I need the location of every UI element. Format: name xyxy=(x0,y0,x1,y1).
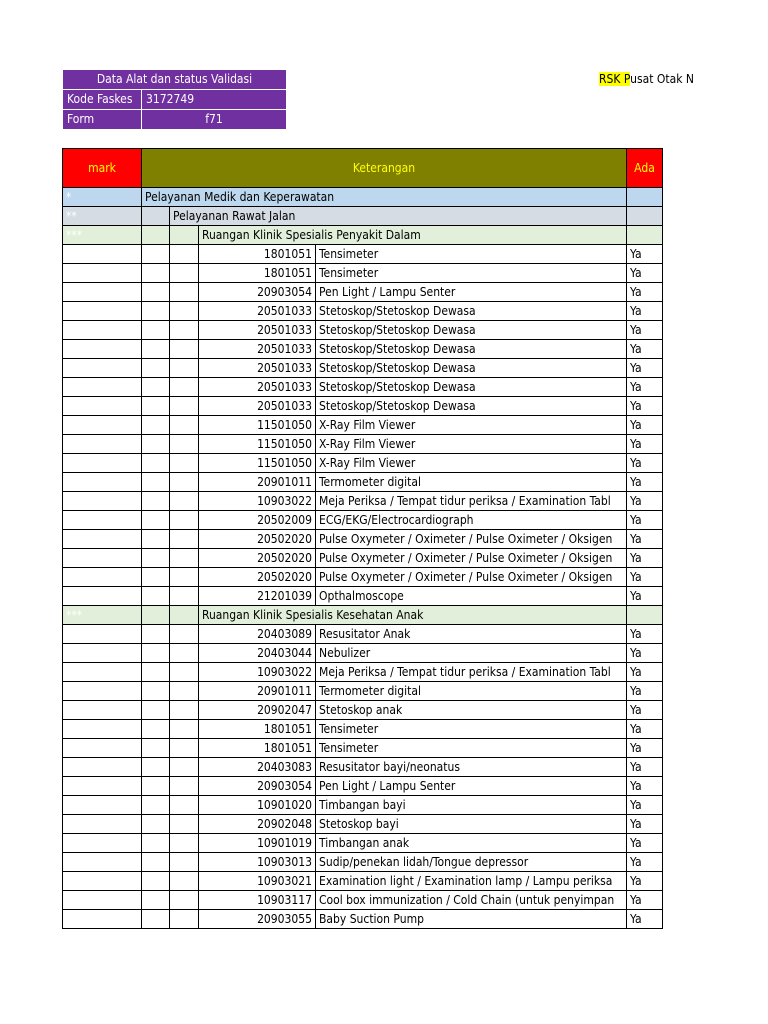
table-row xyxy=(63,359,663,378)
item-ada[interactable]: Ya xyxy=(627,625,663,644)
item-name[interactable]: Pen Light / Lampu Senter xyxy=(316,777,627,796)
section-ada[interactable] xyxy=(627,188,663,207)
table-row xyxy=(63,625,663,644)
level2-cell[interactable] xyxy=(170,302,199,321)
level1-cell[interactable] xyxy=(142,720,170,739)
table-row xyxy=(63,264,663,283)
level1-cell[interactable] xyxy=(142,701,170,720)
item-ada[interactable]: Ya xyxy=(627,701,663,720)
item-name[interactable]: Stetoskop/Stetoskop Dewasa xyxy=(316,321,627,340)
item-code[interactable]: 20501033 xyxy=(199,302,316,321)
level1-cell[interactable] xyxy=(142,378,170,397)
item-ada[interactable]: Ya xyxy=(627,492,663,511)
table-row xyxy=(63,245,663,264)
item-code[interactable]: 20901011 xyxy=(199,473,316,492)
item-code[interactable]: 10903022 xyxy=(199,663,316,682)
table-row xyxy=(63,834,663,853)
level2-cell[interactable] xyxy=(170,587,199,606)
level1-cell[interactable] xyxy=(142,834,170,853)
item-ada[interactable]: Ya xyxy=(627,853,663,872)
level1-cell[interactable] xyxy=(142,758,170,777)
item-code[interactable]: 20903054 xyxy=(199,777,316,796)
level1-cell[interactable] xyxy=(142,872,170,891)
item-code[interactable]: 10901019 xyxy=(199,834,316,853)
kode-faskes-value[interactable]: 3172749 xyxy=(142,90,287,110)
level2-cell[interactable] xyxy=(170,492,199,511)
level1-cell[interactable] xyxy=(142,777,170,796)
organization-name-highlight: RSK P xyxy=(599,72,631,86)
level2-cell[interactable] xyxy=(170,872,199,891)
item-ada[interactable]: Ya xyxy=(627,758,663,777)
level1-cell[interactable] xyxy=(142,359,170,378)
form-value[interactable]: f71 xyxy=(142,110,287,130)
item-name[interactable]: Baby Suction Pump xyxy=(316,910,627,929)
section-title[interactable]: Pelayanan Medik dan Keperawatan xyxy=(142,188,627,207)
item-name[interactable]: Examination light / Examination lamp / Lampu periksa xyxy=(316,872,627,891)
table-row xyxy=(63,302,663,321)
item-name[interactable]: Pulse Oxymeter / Oximeter / Pulse Oximeter / Oksigen xyxy=(316,530,627,549)
section-ada[interactable] xyxy=(627,207,663,226)
table-row xyxy=(63,549,663,568)
item-name[interactable]: X-Ray Film Viewer xyxy=(316,435,627,454)
indent-cell[interactable] xyxy=(142,606,170,625)
item-name[interactable]: X-Ray Film Viewer xyxy=(316,416,627,435)
form-header-table xyxy=(62,69,287,130)
item-code[interactable]: 10903021 xyxy=(199,872,316,891)
level1-cell[interactable] xyxy=(142,454,170,473)
level2-cell[interactable] xyxy=(170,834,199,853)
mark-cell[interactable] xyxy=(63,682,142,701)
item-ada[interactable]: Ya xyxy=(627,777,663,796)
mark-cell[interactable] xyxy=(63,910,142,929)
kode-faskes-label: Kode Faskes xyxy=(63,90,142,110)
table-row xyxy=(63,473,663,492)
level2-cell[interactable] xyxy=(170,264,199,283)
item-ada[interactable]: Ya xyxy=(627,587,663,606)
level2-cell[interactable] xyxy=(170,359,199,378)
level1-cell[interactable] xyxy=(142,796,170,815)
section-mark[interactable]: ** xyxy=(63,207,142,226)
item-name[interactable]: Tensimeter xyxy=(316,245,627,264)
item-ada[interactable]: Ya xyxy=(627,378,663,397)
item-name[interactable]: Meja Periksa / Tempat tidur periksa / Examination Tabl xyxy=(316,492,627,511)
item-ada[interactable]: Ya xyxy=(627,397,663,416)
item-ada[interactable]: Ya xyxy=(627,739,663,758)
item-name[interactable]: Stetoskop/Stetoskop Dewasa xyxy=(316,397,627,416)
level1-cell[interactable] xyxy=(142,663,170,682)
item-ada[interactable]: Ya xyxy=(627,511,663,530)
item-code[interactable]: 20902048 xyxy=(199,815,316,834)
mark-cell[interactable] xyxy=(63,663,142,682)
table-row xyxy=(63,321,663,340)
item-name[interactable]: Stetoskop anak xyxy=(316,701,627,720)
level1-cell[interactable] xyxy=(142,435,170,454)
mark-cell[interactable] xyxy=(63,644,142,663)
mark-cell[interactable] xyxy=(63,264,142,283)
item-code[interactable]: 20501033 xyxy=(199,340,316,359)
mark-cell[interactable] xyxy=(63,492,142,511)
mark-cell[interactable] xyxy=(63,245,142,264)
mark-cell[interactable] xyxy=(63,891,142,910)
section-ada[interactable] xyxy=(627,226,663,245)
item-ada[interactable]: Ya xyxy=(627,416,663,435)
item-ada[interactable]: Ya xyxy=(627,283,663,302)
level2-cell[interactable] xyxy=(170,891,199,910)
form-label: Form xyxy=(63,110,142,130)
item-code[interactable]: 20903055 xyxy=(199,910,316,929)
item-ada[interactable]: Ya xyxy=(627,473,663,492)
item-name[interactable]: Timbangan bayi xyxy=(316,796,627,815)
level2-cell[interactable] xyxy=(170,378,199,397)
section-row-level-3 xyxy=(63,606,663,625)
level1-cell[interactable] xyxy=(142,891,170,910)
level2-cell[interactable] xyxy=(170,796,199,815)
equipment-table xyxy=(62,148,663,929)
level1-cell[interactable] xyxy=(142,397,170,416)
item-ada[interactable]: Ya xyxy=(627,245,663,264)
item-ada[interactable]: Ya xyxy=(627,530,663,549)
table-row xyxy=(63,492,663,511)
item-name[interactable]: Opthalmoscope xyxy=(316,587,627,606)
section-mark[interactable]: *** xyxy=(63,606,142,625)
item-name[interactable]: Sudip/penekan lidah/Tongue depressor xyxy=(316,853,627,872)
item-code[interactable]: 20403083 xyxy=(199,758,316,777)
level2-cell[interactable] xyxy=(170,283,199,302)
level2-cell[interactable] xyxy=(170,511,199,530)
mark-cell[interactable] xyxy=(63,397,142,416)
item-code[interactable]: 21201039 xyxy=(199,587,316,606)
item-code[interactable]: 10903013 xyxy=(199,853,316,872)
item-code[interactable]: 20903054 xyxy=(199,283,316,302)
section-mark[interactable]: *** xyxy=(63,226,142,245)
item-ada[interactable]: Ya xyxy=(627,682,663,701)
mark-cell[interactable] xyxy=(63,625,142,644)
item-code[interactable]: 20403044 xyxy=(199,644,316,663)
item-code[interactable]: 20901011 xyxy=(199,682,316,701)
mark-cell[interactable] xyxy=(63,435,142,454)
level2-cell[interactable] xyxy=(170,701,199,720)
column-header-ada[interactable]: Ada xyxy=(627,149,663,188)
item-code[interactable]: 1801051 xyxy=(199,720,316,739)
item-code[interactable]: 20501033 xyxy=(199,378,316,397)
item-ada[interactable]: Ya xyxy=(627,663,663,682)
item-ada[interactable]: Ya xyxy=(627,644,663,663)
table-row xyxy=(63,416,663,435)
mark-cell[interactable] xyxy=(63,511,142,530)
mark-cell[interactable] xyxy=(63,359,142,378)
item-ada[interactable]: Ya xyxy=(627,321,663,340)
level1-cell[interactable] xyxy=(142,853,170,872)
mark-cell[interactable] xyxy=(63,587,142,606)
item-name[interactable]: Nebulizer xyxy=(316,644,627,663)
item-ada[interactable]: Ya xyxy=(627,264,663,283)
item-ada[interactable]: Ya xyxy=(627,454,663,473)
item-ada[interactable]: Ya xyxy=(627,568,663,587)
mark-cell[interactable] xyxy=(63,796,142,815)
level1-cell[interactable] xyxy=(142,511,170,530)
level1-cell[interactable] xyxy=(142,549,170,568)
item-name[interactable]: Stetoskop/Stetoskop Dewasa xyxy=(316,340,627,359)
level2-cell[interactable] xyxy=(170,758,199,777)
section-row-level-3 xyxy=(63,226,663,245)
item-code[interactable]: 10903022 xyxy=(199,492,316,511)
level1-cell[interactable] xyxy=(142,530,170,549)
item-name[interactable]: Tensimeter xyxy=(316,264,627,283)
item-code[interactable]: 20403089 xyxy=(199,625,316,644)
level2-cell[interactable] xyxy=(170,568,199,587)
level2-cell[interactable] xyxy=(170,340,199,359)
table-row xyxy=(63,815,663,834)
table-row xyxy=(63,378,663,397)
mark-cell[interactable] xyxy=(63,720,142,739)
form-title: Data Alat dan status Validasi xyxy=(63,70,287,90)
table-row xyxy=(63,739,663,758)
table-row xyxy=(63,511,663,530)
level1-cell[interactable] xyxy=(142,739,170,758)
mark-cell[interactable] xyxy=(63,530,142,549)
item-code[interactable]: 11501050 xyxy=(199,435,316,454)
section-ada[interactable] xyxy=(627,606,663,625)
item-name[interactable]: Stetoskop/Stetoskop Dewasa xyxy=(316,359,627,378)
level2-cell[interactable] xyxy=(170,720,199,739)
table-row xyxy=(63,701,663,720)
item-code[interactable]: 10901020 xyxy=(199,796,316,815)
table-row xyxy=(63,587,663,606)
level2-cell[interactable] xyxy=(170,473,199,492)
item-name[interactable]: Pulse Oxymeter / Oximeter / Pulse Oximeter / Oksigen xyxy=(316,568,627,587)
section-mark[interactable]: * xyxy=(63,188,142,207)
item-code[interactable]: 20501033 xyxy=(199,397,316,416)
item-ada[interactable]: Ya xyxy=(627,910,663,929)
table-row xyxy=(63,853,663,872)
level2-cell[interactable] xyxy=(170,397,199,416)
level2-cell[interactable] xyxy=(170,910,199,929)
section-title[interactable]: Ruangan Klinik Spesialis Penyakit Dalam xyxy=(199,226,627,245)
item-code[interactable]: 11501050 xyxy=(199,416,316,435)
table-row xyxy=(63,283,663,302)
mark-cell[interactable] xyxy=(63,777,142,796)
item-ada[interactable]: Ya xyxy=(627,720,663,739)
section-title[interactable]: Ruangan Klinik Spesialis Kesehatan Anak xyxy=(199,606,627,625)
table-row xyxy=(63,872,663,891)
mark-cell[interactable] xyxy=(63,815,142,834)
mark-cell[interactable] xyxy=(63,872,142,891)
level2-cell[interactable] xyxy=(170,245,199,264)
indent-cell[interactable] xyxy=(170,226,199,245)
mark-cell[interactable] xyxy=(63,302,142,321)
item-code[interactable]: 20502020 xyxy=(199,530,316,549)
mark-cell[interactable] xyxy=(63,416,142,435)
mark-cell[interactable] xyxy=(63,321,142,340)
item-name[interactable]: Meja Periksa / Tempat tidur periksa / Examination Tabl xyxy=(316,663,627,682)
mark-cell[interactable] xyxy=(63,853,142,872)
table-row xyxy=(63,530,663,549)
item-code[interactable]: 20501033 xyxy=(199,321,316,340)
section-title[interactable]: Pelayanan Rawat Jalan xyxy=(170,207,627,226)
level2-cell[interactable] xyxy=(170,644,199,663)
item-code[interactable]: 20502009 xyxy=(199,511,316,530)
item-name[interactable]: Cool box immunization / Cold Chain (untuk penyimpan xyxy=(316,891,627,910)
item-ada[interactable]: Ya xyxy=(627,834,663,853)
level1-cell[interactable] xyxy=(142,283,170,302)
section-row-level-1 xyxy=(63,188,663,207)
item-name[interactable]: Tensimeter xyxy=(316,720,627,739)
item-code[interactable]: 1801051 xyxy=(199,264,316,283)
table-row xyxy=(63,663,663,682)
level2-cell[interactable] xyxy=(170,853,199,872)
table-row xyxy=(63,796,663,815)
mark-cell[interactable] xyxy=(63,834,142,853)
item-name[interactable]: Stetoskop/Stetoskop Dewasa xyxy=(316,378,627,397)
table-row xyxy=(63,682,663,701)
item-name[interactable]: Termometer digital xyxy=(316,682,627,701)
item-code[interactable]: 10903117 xyxy=(199,891,316,910)
item-name[interactable]: Tensimeter xyxy=(316,739,627,758)
item-ada[interactable]: Ya xyxy=(627,815,663,834)
level2-cell[interactable] xyxy=(170,549,199,568)
level1-cell[interactable] xyxy=(142,264,170,283)
item-ada[interactable]: Ya xyxy=(627,549,663,568)
level2-cell[interactable] xyxy=(170,663,199,682)
table-row xyxy=(63,720,663,739)
level2-cell[interactable] xyxy=(170,530,199,549)
level1-cell[interactable] xyxy=(142,340,170,359)
item-name[interactable]: Resusitator Anak xyxy=(316,625,627,644)
indent-cell[interactable] xyxy=(142,207,170,226)
column-header-keterangan[interactable]: Keterangan xyxy=(142,149,627,188)
item-code[interactable]: 11501050 xyxy=(199,454,316,473)
mark-cell[interactable] xyxy=(63,283,142,302)
table-header-row xyxy=(63,149,663,188)
item-name[interactable]: Stetoskop bayi xyxy=(316,815,627,834)
level1-cell[interactable] xyxy=(142,587,170,606)
item-code[interactable]: 20501033 xyxy=(199,359,316,378)
table-row xyxy=(63,568,663,587)
mark-cell[interactable] xyxy=(63,549,142,568)
level1-cell[interactable] xyxy=(142,321,170,340)
level1-cell[interactable] xyxy=(142,625,170,644)
column-header-mark[interactable]: mark xyxy=(63,149,142,188)
table-row xyxy=(63,644,663,663)
item-code[interactable]: 1801051 xyxy=(199,245,316,264)
item-name[interactable]: Termometer digital xyxy=(316,473,627,492)
item-ada[interactable]: Ya xyxy=(627,359,663,378)
item-ada[interactable]: Ya xyxy=(627,340,663,359)
level1-cell[interactable] xyxy=(142,910,170,929)
item-code[interactable]: 1801051 xyxy=(199,739,316,758)
item-name[interactable]: Timbangan anak xyxy=(316,834,627,853)
item-ada[interactable]: Ya xyxy=(627,872,663,891)
level2-cell[interactable] xyxy=(170,454,199,473)
level2-cell[interactable] xyxy=(170,321,199,340)
table-row xyxy=(63,891,663,910)
table-row xyxy=(63,777,663,796)
mark-cell[interactable] xyxy=(63,568,142,587)
table-row xyxy=(63,454,663,473)
level1-cell[interactable] xyxy=(142,492,170,511)
mark-cell[interactable] xyxy=(63,454,142,473)
level2-cell[interactable] xyxy=(170,815,199,834)
level1-cell[interactable] xyxy=(142,644,170,663)
table-row xyxy=(63,397,663,416)
level1-cell[interactable] xyxy=(142,815,170,834)
organization-name xyxy=(599,72,694,86)
item-code[interactable]: 20902047 xyxy=(199,701,316,720)
item-ada[interactable]: Ya xyxy=(627,435,663,454)
level1-cell[interactable] xyxy=(142,416,170,435)
level2-cell[interactable] xyxy=(170,682,199,701)
level2-cell[interactable] xyxy=(170,416,199,435)
mark-cell[interactable] xyxy=(63,758,142,777)
mark-cell[interactable] xyxy=(63,739,142,758)
item-name[interactable]: Resusitator bayi/neonatus xyxy=(316,758,627,777)
level2-cell[interactable] xyxy=(170,777,199,796)
item-name[interactable]: Pen Light / Lampu Senter xyxy=(316,283,627,302)
item-name[interactable]: ECG/EKG/Electrocardiograph xyxy=(316,511,627,530)
level2-cell[interactable] xyxy=(170,625,199,644)
indent-cell[interactable] xyxy=(170,606,199,625)
table-row xyxy=(63,910,663,929)
table-row xyxy=(63,340,663,359)
level1-cell[interactable] xyxy=(142,473,170,492)
mark-cell[interactable] xyxy=(63,340,142,359)
level1-cell[interactable] xyxy=(142,302,170,321)
section-row-level-2 xyxy=(63,207,663,226)
level1-cell[interactable] xyxy=(142,568,170,587)
level2-cell[interactable] xyxy=(170,739,199,758)
item-ada[interactable]: Ya xyxy=(627,302,663,321)
item-name[interactable]: Pulse Oxymeter / Oximeter / Pulse Oximeter / Oksigen xyxy=(316,549,627,568)
level1-cell[interactable] xyxy=(142,245,170,264)
level2-cell[interactable] xyxy=(170,435,199,454)
item-code[interactable]: 20502020 xyxy=(199,568,316,587)
table-row xyxy=(63,435,663,454)
item-name[interactable]: X-Ray Film Viewer xyxy=(316,454,627,473)
item-ada[interactable]: Ya xyxy=(627,796,663,815)
organization-name-rest: usat Otak N xyxy=(630,72,695,86)
level1-cell[interactable] xyxy=(142,682,170,701)
table-row xyxy=(63,758,663,777)
item-name[interactable]: Stetoskop/Stetoskop Dewasa xyxy=(316,302,627,321)
mark-cell[interactable] xyxy=(63,378,142,397)
indent-cell[interactable] xyxy=(142,226,170,245)
item-ada[interactable]: Ya xyxy=(627,891,663,910)
item-code[interactable]: 20502020 xyxy=(199,549,316,568)
mark-cell[interactable] xyxy=(63,701,142,720)
mark-cell[interactable] xyxy=(63,473,142,492)
